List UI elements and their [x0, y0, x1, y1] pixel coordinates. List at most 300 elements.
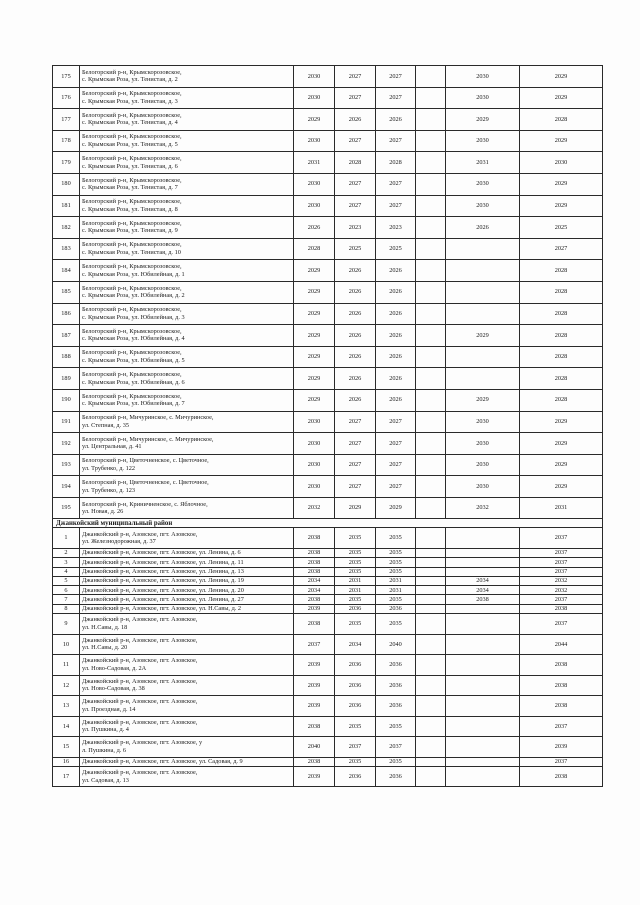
year-cell-4 [416, 433, 446, 455]
year-cell-2: 2027 [335, 130, 376, 152]
year-cell-5: 2030 [446, 173, 520, 195]
table-row [53, 476, 603, 498]
year-cell-2: 2026 [335, 346, 376, 368]
year-cell-3: 2031 [376, 586, 416, 595]
year-cell-5 [446, 634, 520, 655]
year-cell-4 [416, 757, 446, 766]
year-cell-5 [446, 655, 520, 676]
year-cell-4 [416, 217, 446, 239]
year-cell-2: 2035 [335, 548, 376, 557]
year-cell-1: 2030 [294, 195, 335, 217]
year-cell-4 [416, 567, 446, 576]
year-cell-6: 2038 [520, 675, 603, 696]
year-cell-6: 2028 [520, 368, 603, 390]
table-row [53, 66, 603, 88]
year-cell-1: 2039 [294, 696, 335, 717]
year-cell-5 [446, 238, 520, 260]
year-cell-2: 2025 [335, 238, 376, 260]
year-cell-1: 2029 [294, 389, 335, 411]
year-cell-2: 2023 [335, 217, 376, 239]
year-cell-3: 2035 [376, 757, 416, 766]
year-cell-3: 2026 [376, 368, 416, 390]
year-cell-6: 2037 [520, 614, 603, 635]
address-cell: Джанкойский р-н, Азовское, пгт. Азовское, ул. Н.Савы, д. 18 [80, 614, 294, 635]
year-cell-3: 2027 [376, 411, 416, 433]
year-cell-2: 2035 [335, 528, 376, 549]
year-cell-6: 2028 [520, 109, 603, 131]
table-row [53, 303, 603, 325]
row-number: 193 [53, 454, 80, 476]
year-cell-6: 2044 [520, 634, 603, 655]
address-cell: Джанкойский р-н, Азовское, пгт. Азовское, ул. Ленина, д. 6 [80, 548, 294, 557]
year-cell-4 [416, 152, 446, 174]
year-cell-5 [446, 303, 520, 325]
year-cell-5: 2029 [446, 109, 520, 131]
year-cell-3: 2036 [376, 675, 416, 696]
year-cell-3: 2026 [376, 346, 416, 368]
year-cell-3: 2026 [376, 303, 416, 325]
year-cell-5: 2030 [446, 87, 520, 109]
year-cell-1: 2030 [294, 411, 335, 433]
year-cell-5 [446, 346, 520, 368]
year-cell-4 [416, 303, 446, 325]
row-number: 12 [53, 675, 80, 696]
year-cell-4 [416, 109, 446, 131]
year-cell-2: 2031 [335, 576, 376, 585]
year-cell-6: 2029 [520, 173, 603, 195]
year-cell-4 [416, 260, 446, 282]
year-cell-2: 2027 [335, 195, 376, 217]
row-number: 187 [53, 325, 80, 347]
row-number: 8 [53, 604, 80, 613]
year-cell-1: 2030 [294, 130, 335, 152]
year-cell-3: 2027 [376, 476, 416, 498]
row-number: 5 [53, 576, 80, 585]
year-cell-2: 2026 [335, 109, 376, 131]
row-number: 183 [53, 238, 80, 260]
table-row [53, 217, 603, 239]
table-row [53, 109, 603, 131]
address-cell: Белогорский р-н, Крымскорозовское, с. Крымская Роза, ул. Юбилейная, д. 2 [80, 281, 294, 303]
year-cell-2: 2027 [335, 173, 376, 195]
address-cell: Белогорский р-н, Мичуринское, с. Мичуринское, ул. Степная, д. 35 [80, 411, 294, 433]
year-cell-4 [416, 497, 446, 519]
table-row [53, 195, 603, 217]
year-cell-1: 2038 [294, 528, 335, 549]
year-cell-3: 2035 [376, 595, 416, 604]
year-cell-6: 2037 [520, 595, 603, 604]
year-cell-1: 2039 [294, 675, 335, 696]
year-cell-1: 2028 [294, 238, 335, 260]
row-number: 190 [53, 389, 80, 411]
year-cell-1: 2039 [294, 655, 335, 676]
address-cell: Джанкойский р-н, Азовское, пгт. Азовское, ул. Ново-Садовая, д. 38 [80, 675, 294, 696]
year-cell-1: 2034 [294, 586, 335, 595]
year-cell-3: 2035 [376, 614, 416, 635]
year-cell-3: 2023 [376, 217, 416, 239]
year-cell-3: 2027 [376, 195, 416, 217]
row-number: 191 [53, 411, 80, 433]
address-cell: Джанкойский р-н, Азовское, пгт. Азовское, ул. Ленина, д. 11 [80, 558, 294, 567]
year-cell-5 [446, 604, 520, 613]
year-cell-4 [416, 696, 446, 717]
row-number: 13 [53, 696, 80, 717]
year-cell-1: 2038 [294, 595, 335, 604]
year-cell-6: 2029 [520, 130, 603, 152]
year-cell-6: 2037 [520, 567, 603, 576]
year-cell-2: 2036 [335, 604, 376, 613]
year-cell-3: 2026 [376, 389, 416, 411]
year-cell-4 [416, 454, 446, 476]
row-number: 194 [53, 476, 80, 498]
year-cell-2: 2027 [335, 411, 376, 433]
table-row [53, 614, 603, 635]
year-cell-6: 2032 [520, 586, 603, 595]
address-cell: Белогорский р-н, Крымскорозовское, с. Крымская Роза, ул. Тенистая, д. 5 [80, 130, 294, 152]
year-cell-3: 2026 [376, 260, 416, 282]
year-cell-3: 2027 [376, 87, 416, 109]
year-cell-3: 2027 [376, 66, 416, 88]
year-cell-2: 2037 [335, 737, 376, 758]
year-cell-2: 2036 [335, 696, 376, 717]
year-cell-3: 2029 [376, 497, 416, 519]
year-cell-3: 2035 [376, 716, 416, 737]
address-cell: Белогорский р-н, Крымскорозовское, с. Крымская Роза, ул. Юбилейная, д. 1 [80, 260, 294, 282]
table-row [53, 454, 603, 476]
year-cell-3: 2025 [376, 238, 416, 260]
year-cell-3: 2035 [376, 548, 416, 557]
year-cell-5: 2038 [446, 595, 520, 604]
year-cell-5 [446, 260, 520, 282]
year-cell-1: 2038 [294, 567, 335, 576]
year-cell-4 [416, 737, 446, 758]
year-cell-6: 2029 [520, 454, 603, 476]
year-cell-2: 2036 [335, 766, 376, 787]
year-cell-1: 2039 [294, 604, 335, 613]
section-title: Джанкойский муниципальный район [53, 519, 603, 528]
year-cell-2: 2026 [335, 325, 376, 347]
year-cell-1: 2030 [294, 454, 335, 476]
year-cell-4 [416, 528, 446, 549]
address-cell: Джанкойский р-н, Азовское, пгт. Азовское, ул. Ленина, д. 27 [80, 595, 294, 604]
year-cell-1: 2030 [294, 173, 335, 195]
address-cell: Белогорский р-н, Крымскорозовское, с. Крымская Роза, ул. Юбилейная, д. 6 [80, 368, 294, 390]
row-number: 16 [53, 757, 80, 766]
year-cell-2: 2027 [335, 454, 376, 476]
address-cell: Белогорский р-н, Крымскорозовское, с. Крымская Роза, ул. Юбилейная, д. 4 [80, 325, 294, 347]
year-cell-2: 2027 [335, 66, 376, 88]
year-cell-2: 2026 [335, 389, 376, 411]
year-cell-2: 2027 [335, 87, 376, 109]
year-cell-4 [416, 130, 446, 152]
year-cell-2: 2027 [335, 476, 376, 498]
year-cell-4 [416, 614, 446, 635]
table-row [53, 411, 603, 433]
row-number: 188 [53, 346, 80, 368]
year-cell-1: 2031 [294, 152, 335, 174]
year-cell-4 [416, 586, 446, 595]
year-cell-6: 2031 [520, 497, 603, 519]
address-cell: Белогорский р-н, Крымскорозовское, с. Крымская Роза, ул. Юбилейная, д. 3 [80, 303, 294, 325]
table-row [53, 260, 603, 282]
year-cell-5 [446, 757, 520, 766]
year-cell-4 [416, 595, 446, 604]
year-cell-5: 2034 [446, 586, 520, 595]
table-row [53, 325, 603, 347]
year-cell-4 [416, 576, 446, 585]
row-number: 186 [53, 303, 80, 325]
year-cell-3: 2026 [376, 109, 416, 131]
year-cell-4 [416, 558, 446, 567]
address-cell: Джанкойский р-н, Азовское, пгт. Азовское, у л. Пушкина, д. 6 [80, 737, 294, 758]
table-row [53, 604, 603, 613]
year-cell-5 [446, 696, 520, 717]
table-row [53, 595, 603, 604]
year-cell-6: 2037 [520, 716, 603, 737]
table-row [53, 130, 603, 152]
year-cell-6: 2032 [520, 576, 603, 585]
row-number: 177 [53, 109, 80, 131]
year-cell-5 [446, 675, 520, 696]
address-cell: Белогорский р-н, Крымскорозовское, с. Крымская Роза, ул. Тенистая, д. 4 [80, 109, 294, 131]
year-cell-6: 2029 [520, 195, 603, 217]
year-cell-1: 2039 [294, 766, 335, 787]
table-row [53, 576, 603, 585]
year-cell-2: 2035 [335, 757, 376, 766]
year-cell-6: 2028 [520, 389, 603, 411]
year-cell-3: 2031 [376, 576, 416, 585]
year-cell-2: 2026 [335, 303, 376, 325]
year-cell-1: 2029 [294, 260, 335, 282]
address-cell: Белогорский р-н, Крымскорозовское, с. Крымская Роза, ул. Тенистая, д. 6 [80, 152, 294, 174]
table-row [53, 389, 603, 411]
year-cell-6: 2029 [520, 66, 603, 88]
year-cell-1: 2029 [294, 303, 335, 325]
year-cell-5 [446, 766, 520, 787]
table-row [53, 716, 603, 737]
year-cell-1: 2026 [294, 217, 335, 239]
year-cell-3: 2040 [376, 634, 416, 655]
year-cell-4 [416, 411, 446, 433]
row-number: 175 [53, 66, 80, 88]
row-number: 1 [53, 528, 80, 549]
year-cell-4 [416, 346, 446, 368]
year-cell-3: 2027 [376, 454, 416, 476]
year-cell-6: 2038 [520, 766, 603, 787]
address-cell: Джанкойский р-н, Азовское, пгт. Азовское, ул. Железнодорожная, д. 37 [80, 528, 294, 549]
row-number: 176 [53, 87, 80, 109]
year-cell-6: 2038 [520, 696, 603, 717]
year-cell-6: 2029 [520, 411, 603, 433]
year-cell-4 [416, 548, 446, 557]
year-cell-6: 2028 [520, 303, 603, 325]
row-number: 3 [53, 558, 80, 567]
year-cell-1: 2029 [294, 109, 335, 131]
year-cell-5 [446, 614, 520, 635]
table-row [53, 737, 603, 758]
row-number: 181 [53, 195, 80, 217]
table-row [53, 548, 603, 557]
year-cell-5 [446, 558, 520, 567]
year-cell-1: 2029 [294, 346, 335, 368]
year-cell-2: 2036 [335, 655, 376, 676]
table-row [53, 173, 603, 195]
year-cell-4 [416, 281, 446, 303]
year-cell-6: 2029 [520, 433, 603, 455]
year-cell-5 [446, 281, 520, 303]
year-cell-6: 2028 [520, 346, 603, 368]
section-header-row [53, 519, 603, 528]
address-cell: Белогорский р-н, Крымскорозовское, с. Крымская Роза, ул. Тенистая, д. 10 [80, 238, 294, 260]
address-cell: Белогорский р-н, Мичуринское, с. Мичуринское, ул. Центральная, д. 41 [80, 433, 294, 455]
year-cell-4 [416, 604, 446, 613]
year-cell-3: 2035 [376, 528, 416, 549]
year-cell-1: 2037 [294, 634, 335, 655]
year-cell-1: 2029 [294, 281, 335, 303]
year-cell-2: 2035 [335, 716, 376, 737]
year-cell-6: 2037 [520, 757, 603, 766]
year-cell-5: 2030 [446, 476, 520, 498]
year-cell-5 [446, 528, 520, 549]
address-cell: Белогорский р-н, Крымскорозовское, с. Крымская Роза, ул. Тенистая, д. 7 [80, 173, 294, 195]
year-cell-3: 2035 [376, 558, 416, 567]
row-number: 15 [53, 737, 80, 758]
year-cell-2: 2035 [335, 614, 376, 635]
row-number: 7 [53, 595, 80, 604]
address-cell: Джанкойский р-н, Азовское, пгт. Азовское, ул. Н.Савы, д. 20 [80, 634, 294, 655]
address-cell: Джанкойский р-н, Азовское, пгт. Азовское, ул. Садовая, д. 9 [80, 757, 294, 766]
row-number: 10 [53, 634, 80, 655]
year-cell-5 [446, 368, 520, 390]
table-row [53, 696, 603, 717]
table-row [53, 281, 603, 303]
year-cell-6: 2038 [520, 655, 603, 676]
year-cell-6: 2037 [520, 528, 603, 549]
address-cell: Джанкойский р-н, Азовское, пгт. Азовское, ул. Ново-Садовая, д. 2А [80, 655, 294, 676]
year-cell-6: 2028 [520, 281, 603, 303]
year-cell-5: 2030 [446, 130, 520, 152]
year-cell-1: 2038 [294, 614, 335, 635]
table-row [53, 238, 603, 260]
year-cell-3: 2036 [376, 604, 416, 613]
year-cell-1: 2030 [294, 433, 335, 455]
year-cell-4 [416, 389, 446, 411]
year-cell-4 [416, 195, 446, 217]
address-cell: Белогорский р-н, Крымскорозовское, с. Крымская Роза, ул. Юбилейная, д. 7 [80, 389, 294, 411]
year-cell-5: 2034 [446, 576, 520, 585]
year-cell-2: 2035 [335, 567, 376, 576]
year-cell-5: 2029 [446, 389, 520, 411]
year-cell-4 [416, 675, 446, 696]
year-cell-5 [446, 567, 520, 576]
year-cell-2: 2029 [335, 497, 376, 519]
year-cell-6: 2039 [520, 737, 603, 758]
year-cell-4 [416, 173, 446, 195]
year-cell-1: 2030 [294, 476, 335, 498]
row-number: 184 [53, 260, 80, 282]
year-cell-2: 2034 [335, 634, 376, 655]
row-number: 182 [53, 217, 80, 239]
table-row [53, 87, 603, 109]
row-number: 185 [53, 281, 80, 303]
year-cell-3: 2027 [376, 173, 416, 195]
address-cell: Белогорский р-н, Цветочненское, с. Цветочное, ул. Трубенко, д. 122 [80, 454, 294, 476]
year-cell-5 [446, 737, 520, 758]
year-cell-1: 2030 [294, 87, 335, 109]
year-cell-2: 2027 [335, 433, 376, 455]
year-cell-1: 2038 [294, 548, 335, 557]
row-number: 4 [53, 567, 80, 576]
year-cell-2: 2026 [335, 368, 376, 390]
year-cell-3: 2027 [376, 130, 416, 152]
year-cell-4 [416, 87, 446, 109]
row-number: 179 [53, 152, 80, 174]
year-cell-1: 2032 [294, 497, 335, 519]
table-row [53, 586, 603, 595]
year-cell-2: 2036 [335, 675, 376, 696]
year-cell-6: 2037 [520, 548, 603, 557]
year-cell-4 [416, 634, 446, 655]
year-cell-1: 2040 [294, 737, 335, 758]
year-cell-3: 2026 [376, 325, 416, 347]
year-cell-2: 2026 [335, 281, 376, 303]
address-cell: Джанкойский р-н, Азовское, пгт. Азовское, ул. Пушкина, д. 4 [80, 716, 294, 737]
address-cell: Белогорский р-н, Крымскорозовское, с. Крымская Роза, ул. Тенистая, д. 2 [80, 66, 294, 88]
year-cell-3: 2036 [376, 655, 416, 676]
table-row [53, 757, 603, 766]
address-cell: Белогорский р-н, Крымскорозовское, с. Крымская Роза, ул. Тенистая, д. 8 [80, 195, 294, 217]
year-cell-3: 2035 [376, 567, 416, 576]
table-row [53, 368, 603, 390]
year-cell-6: 2030 [520, 152, 603, 174]
year-cell-5 [446, 716, 520, 737]
year-cell-5: 2030 [446, 411, 520, 433]
address-cell: Джанкойский р-н, Азовское, пгт. Азовское, ул. Ленина, д. 13 [80, 567, 294, 576]
row-number: 11 [53, 655, 80, 676]
table-row [53, 497, 603, 519]
year-cell-1: 2038 [294, 558, 335, 567]
address-cell: Джанкойский р-н, Азовское, пгт. Азовское, ул. Проездная, д. 14 [80, 696, 294, 717]
year-cell-3: 2028 [376, 152, 416, 174]
year-cell-4 [416, 325, 446, 347]
address-cell: Белогорский р-н, Крымскорозовское, с. Крымская Роза, ул. Тенистая, д. 9 [80, 217, 294, 239]
year-cell-5: 2030 [446, 433, 520, 455]
address-cell: Белогорский р-н, Крымскорозовское, с. Крымская Роза, ул. Тенистая, д. 3 [80, 87, 294, 109]
year-cell-5: 2032 [446, 497, 520, 519]
row-number: 6 [53, 586, 80, 595]
year-cell-4 [416, 66, 446, 88]
row-number: 14 [53, 716, 80, 737]
year-cell-3: 2026 [376, 281, 416, 303]
table-row [53, 528, 603, 549]
address-cell: Джанкойский р-н, Азовское, пгт. Азовское, ул. Ленина, д. 20 [80, 586, 294, 595]
table-body [53, 66, 603, 787]
row-number: 189 [53, 368, 80, 390]
year-cell-1: 2034 [294, 576, 335, 585]
year-cell-2: 2035 [335, 558, 376, 567]
row-number: 2 [53, 548, 80, 557]
year-cell-6: 2027 [520, 238, 603, 260]
table-row [53, 766, 603, 787]
year-cell-5: 2031 [446, 152, 520, 174]
address-cell: Джанкойский р-н, Азовское, пгт. Азовское, ул. Ленина, д. 19 [80, 576, 294, 585]
year-cell-1: 2029 [294, 368, 335, 390]
row-number: 195 [53, 497, 80, 519]
year-cell-5: 2029 [446, 325, 520, 347]
year-cell-4 [416, 476, 446, 498]
year-cell-2: 2028 [335, 152, 376, 174]
address-cell: Джанкойский р-н, Азовское, пгт. Азовское, ул. Н.Савы, д. 2 [80, 604, 294, 613]
